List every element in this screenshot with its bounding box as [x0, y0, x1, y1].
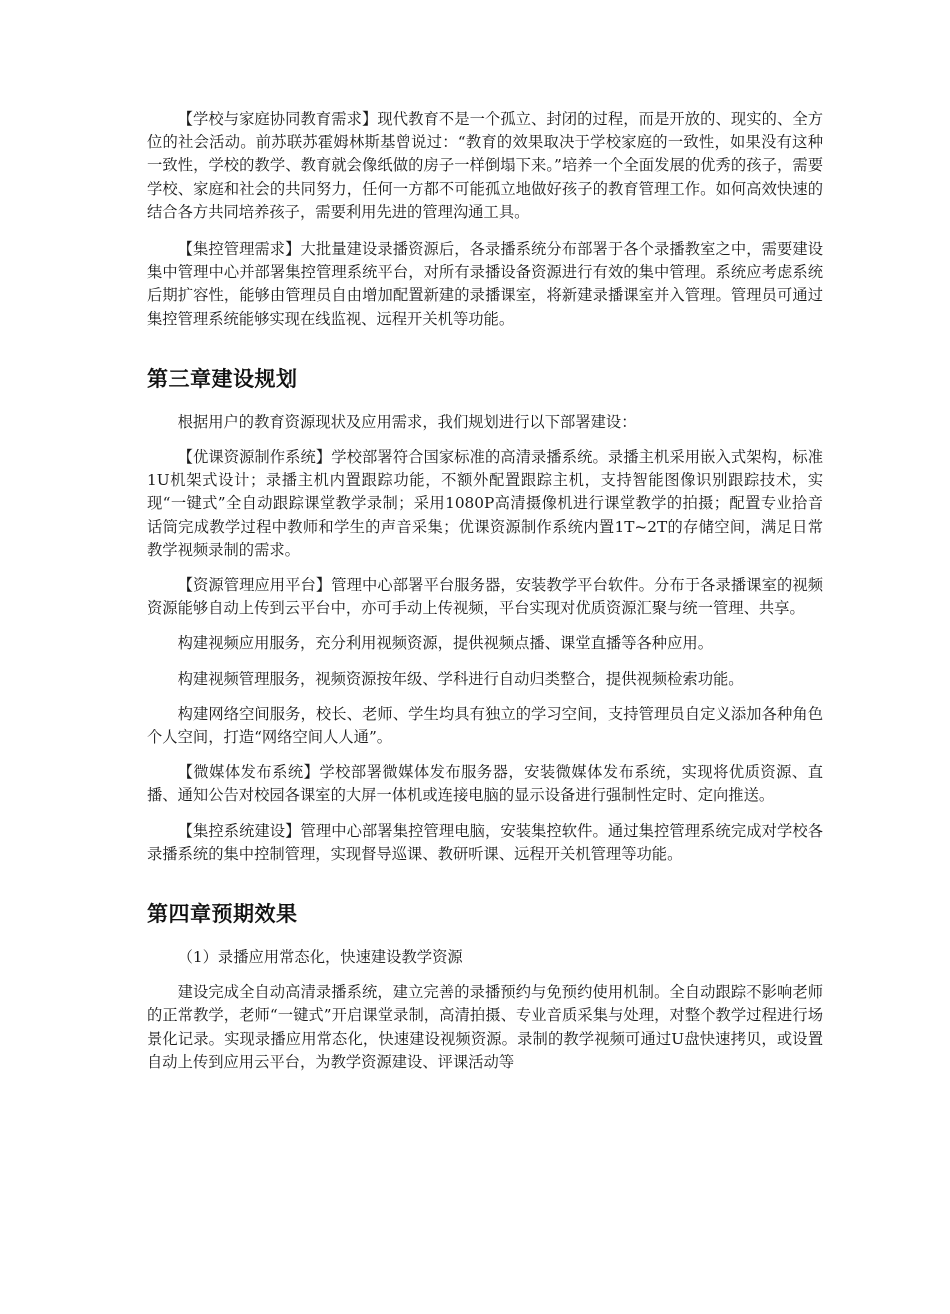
paragraph-resource-platform: 【资源管理应用平台】管理中心部署平台服务器，安装教学平台软件。分布于各录播课室的视频资源能够自动上传到云平台中，亦可手动上传视频，平台实现对优质资源汇聚与统一管理、共享。	[147, 576, 823, 618]
paragraph-central-control-requirement: 【集控管理需求】大批量建设录播资源后，各录播系统分布部署于各个录播教室之中，需要建设集中管理中心并部署集控管理系统平台，对所有录播设备资源进行有效的集中管理。系统应考虑系统后期扩容性，能够由管理员自由增加配置新建的录播课室，将新建录播课室并入管理。管理员可通过集控管理系统能够实现在线监视、远程开关机等功能。	[147, 240, 823, 328]
paragraph-video-management-service: 构建视频管理服务，视频资源按年级、学科进行自动归类整合，提供视频检索功能。	[177, 669, 744, 688]
paragraph-course-production-system: 【优课资源制作系统】学校部署符合国家标准的高清录播系统。录播主机采用嵌入式架构，标准1U机架式设计；录播主机内置跟踪功能，不额外配置跟踪主机，支持智能图像识别跟踪技术，实现“一键式”全自动跟踪课堂教学录制；采用1080P高清摄像机进行课堂教学的拍摄；配置专业拾音话筒完成教学过程中教师和学生的声音采集；优课资源制作系统内置1T~2T的存储空间，满足日常教学视频录制的需求。	[147, 448, 823, 559]
paragraph-video-application-service: 构建视频应用服务，充分利用视频资源，提供视频点播、课堂直播等各种应用。	[177, 634, 713, 653]
chapter-4-heading: 第四章预期效果	[147, 902, 298, 927]
chapter-3-heading: 第三章建设规划	[147, 366, 298, 391]
document-page	[147, 108, 823, 1074]
paragraph-home-school-cooperation: 【学校与家庭协同教育需求】现代教育不是一个孤立、封闭的过程，而是开放的、现实的、全方位的社会活动。前苏联苏霍姆林斯基曾说过：“教育的效果取决于学校家庭的一致性，如果没有这种一致性，学校的教学、教育就会像纸做的房子一样倒塌下来。”培养一个全面发展的优秀的孩子，需要学校、家庭和社会的共同努力，任何一方都不可能孤立地做好孩子的教育管理工作。如何高效快速的结合各方共同培养孩子，需要利用先进的管理沟通工具。	[147, 110, 823, 221]
paragraph-micro-media-system: 【微媒体发布系统】学校部署微媒体发布服务器，安装微媒体发布系统，实现将优质资源、直播、通知公告对校园各课室的大屏一体机或连接电脑的显示设备进行强制性定时、定向推送。	[147, 763, 823, 805]
chapter-3-intro: 根据用户的教育资源现状及应用需求，我们规划进行以下部署建设：	[177, 412, 637, 431]
paragraph-recording-normalization: 建设完成全自动高清录播系统，建立完善的录播预约与免预约使用机制。全自动跟踪不影响老师的正常教学，老师“一键式”开启课堂录制，高清拍摄、专业音质采集与处理，对整个教学过程进行场景化记录。实现录播应用常态化，快速建设视频资源。录制的教学视频可通过U盘快速拷贝，或设置自动上传到应用云平台，为教学资源建设、评课活动等	[147, 983, 823, 1071]
paragraph-network-space-service: 构建网络空间服务，校长、老师、学生均具有独立的学习空间，支持管理员自定义添加各种角色个人空间，打造“网络空间人人通”。	[147, 704, 823, 747]
chapter-4-item-1: （1）录播应用常态化，快速建设教学资源	[177, 948, 463, 967]
paragraph-central-control-construction: 【集控系统建设】管理中心部署集控管理电脑，安装集控软件。通过集控管理系统完成对学校各录播系统的集中控制管理，实现督导巡课、教研听课、远程开关机管理等功能。	[147, 821, 823, 863]
